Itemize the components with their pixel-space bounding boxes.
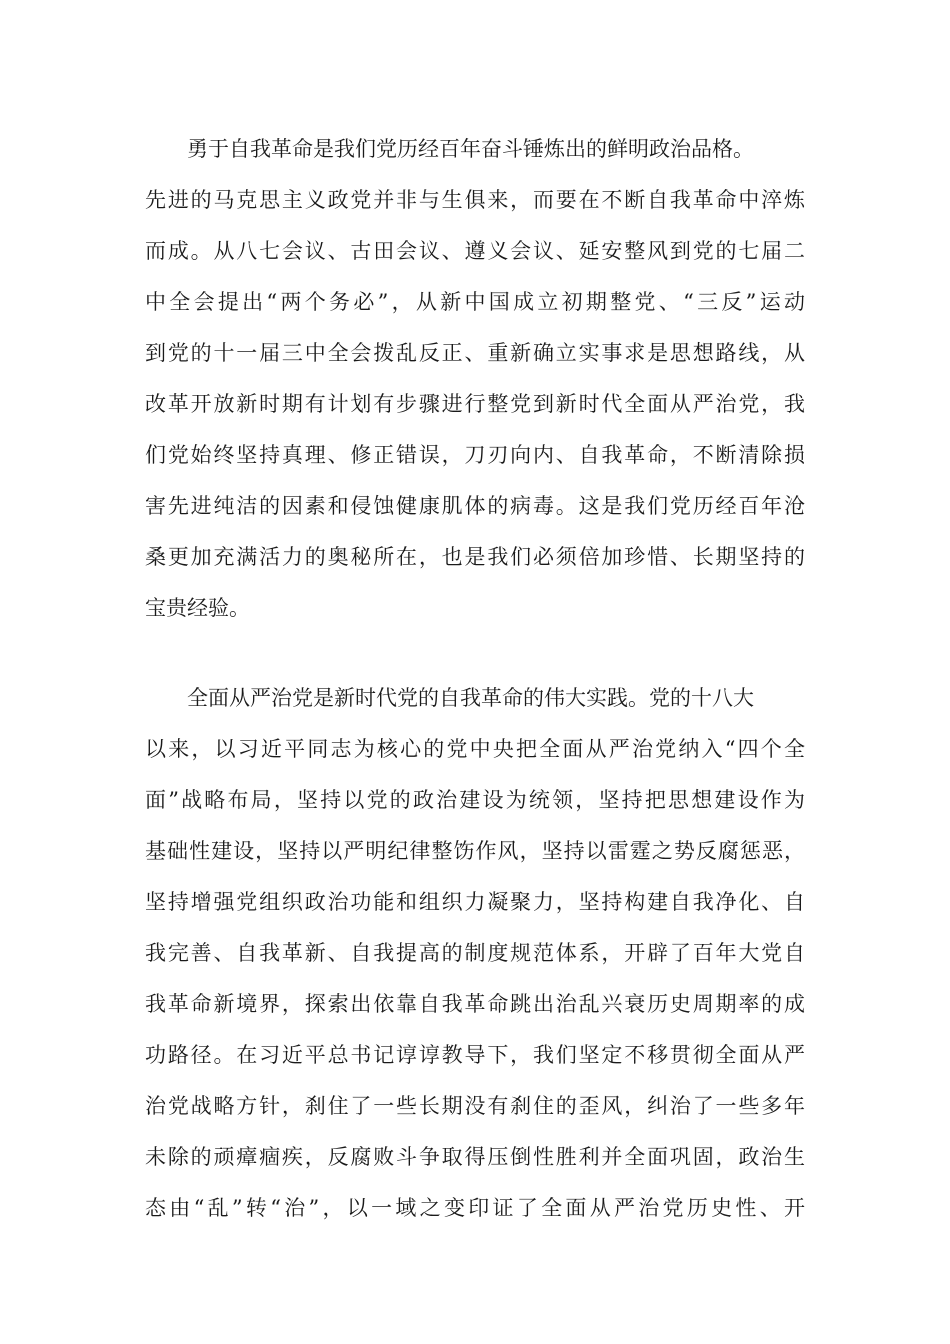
- paragraph-line: 面”战略布局，坚持以党的政治建设为统领，坚持把思想建设作为: [145, 788, 805, 812]
- paragraph-line: 未除的顽瘴痼疾，反腐败斗争取得压倒性胜利并全面巩固，政治生: [145, 1145, 805, 1169]
- paragraph-line: 中全会提出“两个务必”，从新中国成立初期整党、“三反”运动: [145, 290, 805, 314]
- paragraph-line: 勇于自我革命是我们党历经百年奋斗锤炼出的鲜明政治品格。: [187, 137, 754, 161]
- paragraph-line: 我完善、自我革新、自我提高的制度规范体系，开辟了百年大党自: [145, 941, 805, 965]
- paragraph-line: 基础性建设，坚持以严明纪律整饬作风，坚持以雷霆之势反腐惩恶，: [145, 839, 805, 863]
- paragraph-line: 坚持增强党组织政治功能和组织力凝聚力，坚持构建自我净化、自: [145, 890, 805, 914]
- paragraph-line: 们党始终坚持真理、修正错误，刀刃向内、自我革命，不断清除损: [145, 443, 805, 467]
- paragraph-line: 而成。从八七会议、古田会议、遵义会议、延安整风到党的七届二: [145, 239, 805, 263]
- paragraph-line: 到党的十一届三中全会拨乱反正、重新确立实事求是思想路线，从: [145, 341, 805, 365]
- paragraph-line: 治党战略方针，刹住了一些长期没有刹住的歪风，纠治了一些多年: [145, 1094, 805, 1118]
- paragraph-line: 宝贵经验。: [145, 596, 250, 620]
- paragraph-line: 改革开放新时期有计划有步骤进行整党到新时代全面从严治党，我: [145, 392, 805, 416]
- paragraph-line: 以来，以习近平同志为核心的党中央把全面从严治党纳入“四个全: [145, 737, 805, 761]
- paragraph-line: 态由“乱”转“治”，以一域之变印证了全面从严治党历史性、开: [145, 1196, 805, 1220]
- paragraph-line: 桑更加充满活力的奥秘所在，也是我们必须倍加珍惜、长期坚持的: [145, 545, 805, 569]
- paragraph-line: 害先进纯洁的因素和侵蚀健康肌体的病毒。这是我们党历经百年沧: [145, 494, 805, 518]
- paragraph-line: 全面从严治党是新时代党的自我革命的伟大实践。党的十八大: [187, 686, 754, 710]
- paragraph-line: 我革命新境界，探索出依靠自我革命跳出治乱兴衰历史周期率的成: [145, 992, 805, 1016]
- paragraph-line: 先进的马克思主义政党并非与生俱来，而要在不断自我革命中淬炼: [145, 188, 805, 212]
- paragraph-line: 功路径。在习近平总书记谆谆教导下，我们坚定不移贯彻全面从严: [145, 1043, 805, 1067]
